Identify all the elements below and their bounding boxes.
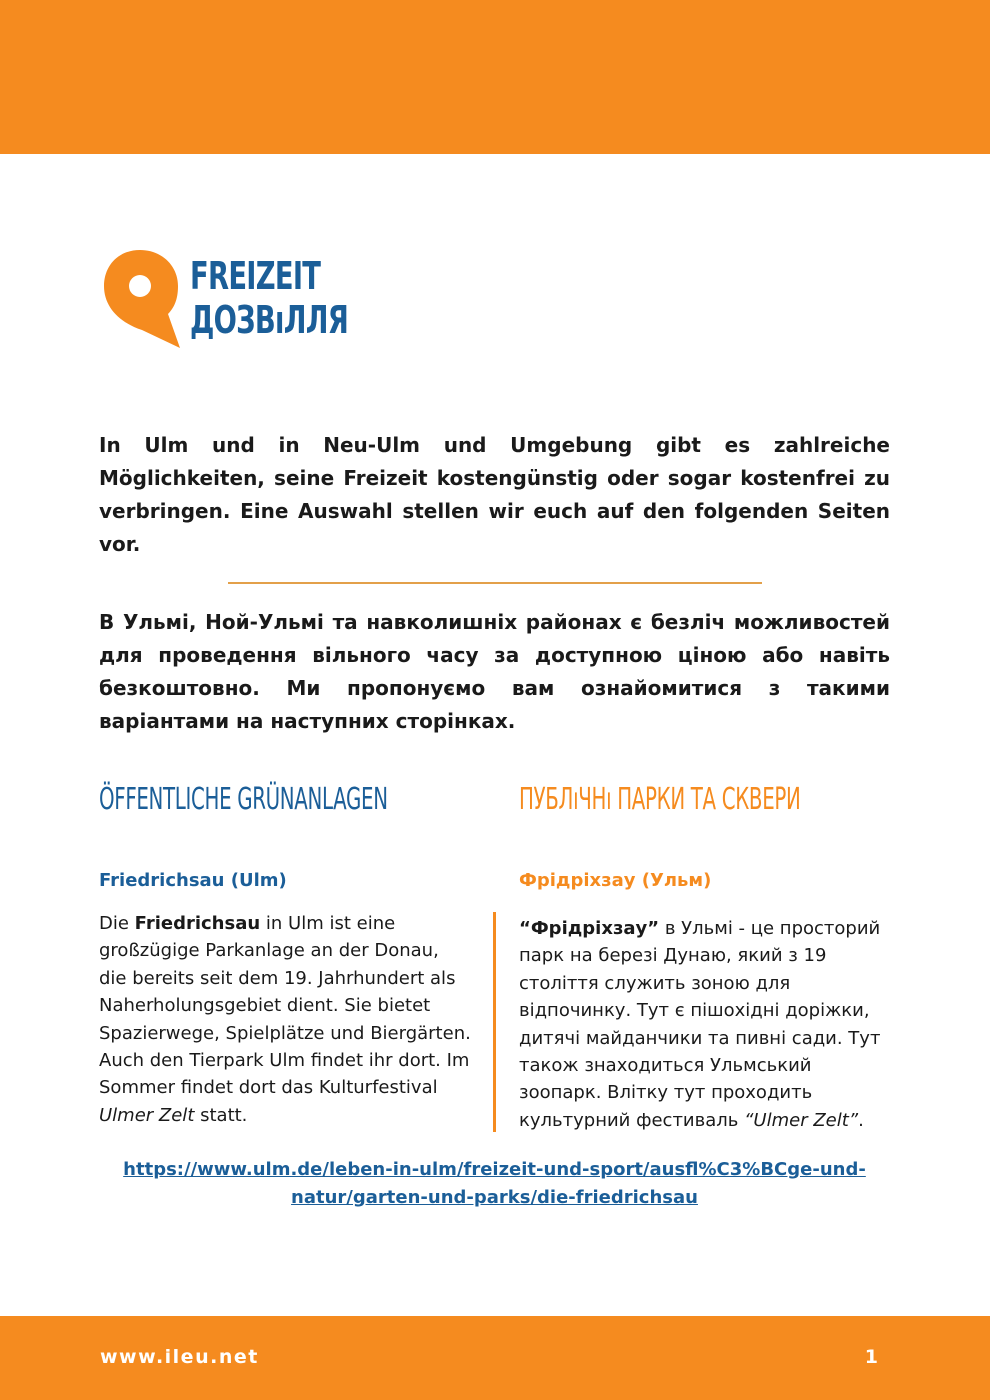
- desc-italic: “Ulmer Zelt”: [744, 1109, 859, 1131]
- quote-bar: [493, 912, 496, 1132]
- header-band: [0, 0, 990, 154]
- intro-paragraph-de: In Ulm und in Neu-Ulm und Umgebung gibt es zahlreiche Möglichkeiten, seine Freizeit kostengünstig oder sogar kostenfrei zu verbringen. Eine Auswahl stellen wir euch auf den folgenden Seiten vor.: [99, 433, 890, 556]
- logo-line-de: FREIZEIT: [190, 254, 321, 298]
- divider: [228, 582, 762, 584]
- section-heading-de: ÖFFENTLICHE GRÜNANLAGEN: [99, 782, 388, 817]
- park-title-de: Friedrichsau (Ulm): [99, 870, 287, 891]
- desc-bold: Friedrichsau: [134, 913, 261, 934]
- desc-text: in Ulm ist eine großzügige Parkanlage an der Donau, die bereits seit dem 19. Jahrhundert als Naherholungsgebiet dient. Sie bietet Spazierwege, Spielplätze und Biergärten. Auch den Tierpark Ulm findet ihr dort. Im Sommer findet dort das Kulturfestival: [99, 913, 471, 1099]
- park-description-uk: [519, 915, 899, 1134]
- footer-website[interactable]: www.ileu.net: [100, 1346, 259, 1368]
- desc-text: statt.: [194, 1104, 248, 1126]
- logo-wordmark: [190, 254, 348, 342]
- park-link-line-1[interactable]: https://www.ulm.de/leben-in-ulm/freizeit-und-sport/ausfl%C3%BCge-und-: [123, 1159, 866, 1180]
- park-title-uk: Фрідріхзау (Ульм): [519, 870, 712, 891]
- section-heading-uk: ПУБЛıЧНı ПАРКИ ТА СКВЕРИ: [519, 782, 801, 817]
- park-link-line-2[interactable]: natur/garten-und-parks/die-friedrichsau: [291, 1187, 698, 1208]
- desc-italic: Ulmer Zelt: [99, 1104, 195, 1126]
- map-pin-icon: [102, 248, 192, 352]
- page-number: 1: [864, 1346, 878, 1368]
- desc-text: .: [858, 1109, 864, 1131]
- desc-text: Die: [99, 913, 135, 934]
- desc-bold: “Фрідріхзау”: [519, 918, 660, 939]
- desc-text: в Ульмі - це просторий парк на березі Дунаю, який з 19 століття служить зоною для відпочинку. Тут є пішохідні доріжки, дитячі майданчики та пивні сади. Тут також знаходиться Ульмський зоопарк. Влітку тут проходить культурний фестиваль: [519, 918, 881, 1131]
- logo-line-uk: ДОЗВıЛЛЯ: [190, 298, 349, 342]
- park-link[interactable]: [99, 1156, 890, 1212]
- park-description-de: [99, 910, 471, 1129]
- intro-paragraph-uk: В Ульмі, Ной-Ульмі та навколишніх районах є безліч можливостей для проведення вільного часу за доступною ціною або навіть безкоштовно. Ми пропонуємо вам ознайомитися з такими варіантами на наступних сторінках.: [99, 610, 890, 733]
